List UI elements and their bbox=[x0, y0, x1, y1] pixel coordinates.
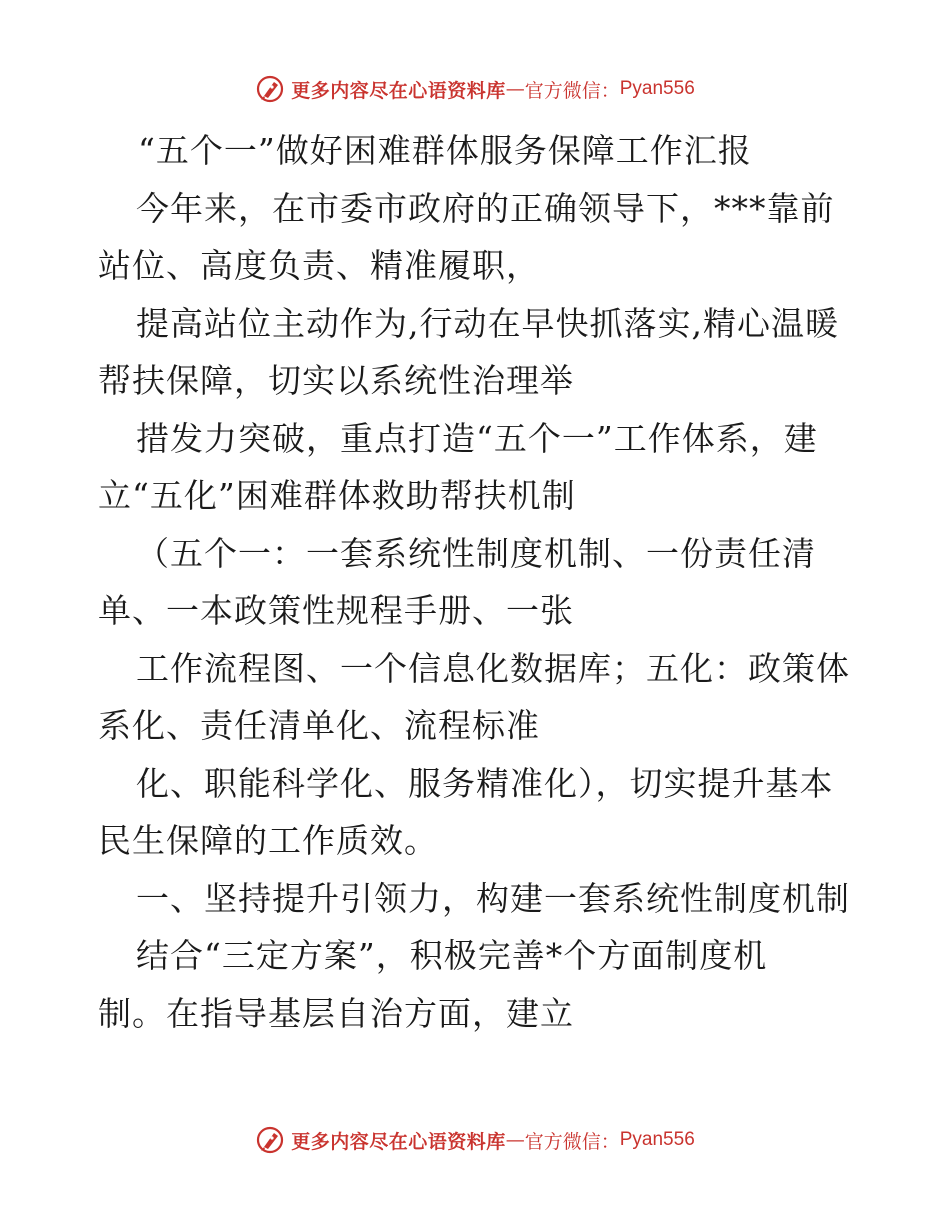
document-body bbox=[98, 122, 858, 1042]
paragraph-line: 立“五化”困难群体救助帮扶机制 bbox=[98, 476, 576, 515]
watermark-wechat-label: 官方微信： bbox=[524, 1130, 620, 1153]
pen-nib-logo-icon bbox=[255, 1125, 285, 1155]
watermark-site-text: 更多内容尽在心语资料库 bbox=[291, 79, 506, 102]
paragraph-line: 工作流程图、一个信息化数据库；五化：政策体 bbox=[136, 648, 850, 688]
paragraph-line: 化、职能科学化、服务精准化），切实提升基本 bbox=[136, 763, 834, 803]
paragraph-line: 今年来，在市委市政府的正确领导下，***靠前 bbox=[136, 188, 835, 228]
paragraph-line: （五个一：一套系统性制度机制、一份责任清 bbox=[136, 533, 816, 573]
watermark-wechat-label: 官方微信： bbox=[524, 79, 620, 102]
paragraph-line: 结合“三定方案”，积极完善*个方面制度机 bbox=[136, 936, 768, 975]
pen-nib-logo-icon bbox=[255, 74, 285, 104]
header-watermark-banner bbox=[0, 72, 950, 106]
paragraph-line: 单、一本政策性规程手册、一张 bbox=[98, 591, 574, 630]
watermark-dash: — bbox=[505, 1129, 525, 1151]
paragraph-line: 系化、责任清单化、流程标准 bbox=[98, 706, 540, 745]
watermark-wechat-id: Pyan556 bbox=[619, 78, 695, 99]
watermark-dash: — bbox=[505, 78, 525, 100]
paragraph-line: 站位、高度负责、精准履职， bbox=[98, 246, 540, 285]
watermark-site-text: 更多内容尽在心语资料库 bbox=[291, 1130, 506, 1153]
paragraph-line: 提高站位主动作为,行动在早快抓落实,精心温暖 bbox=[136, 303, 839, 343]
document-title: “五个一”做好困难群体服务保障工作汇报 bbox=[138, 131, 752, 170]
watermark-wechat-id: Pyan556 bbox=[619, 1129, 695, 1150]
section-heading: 一、坚持提升引领力，构建一套系统性制度机制 bbox=[136, 878, 850, 918]
footer-watermark-banner bbox=[0, 1123, 950, 1157]
paragraph-line: 民生保障的工作质效。 bbox=[98, 821, 438, 860]
paragraph-line: 制。在指导基层自治方面，建立 bbox=[98, 993, 574, 1033]
paragraph-line: 措发力突破，重点打造“五个一”工作体系，建 bbox=[136, 418, 818, 458]
paragraph-line: 帮扶保障，切实以系统性治理举 bbox=[98, 361, 574, 400]
